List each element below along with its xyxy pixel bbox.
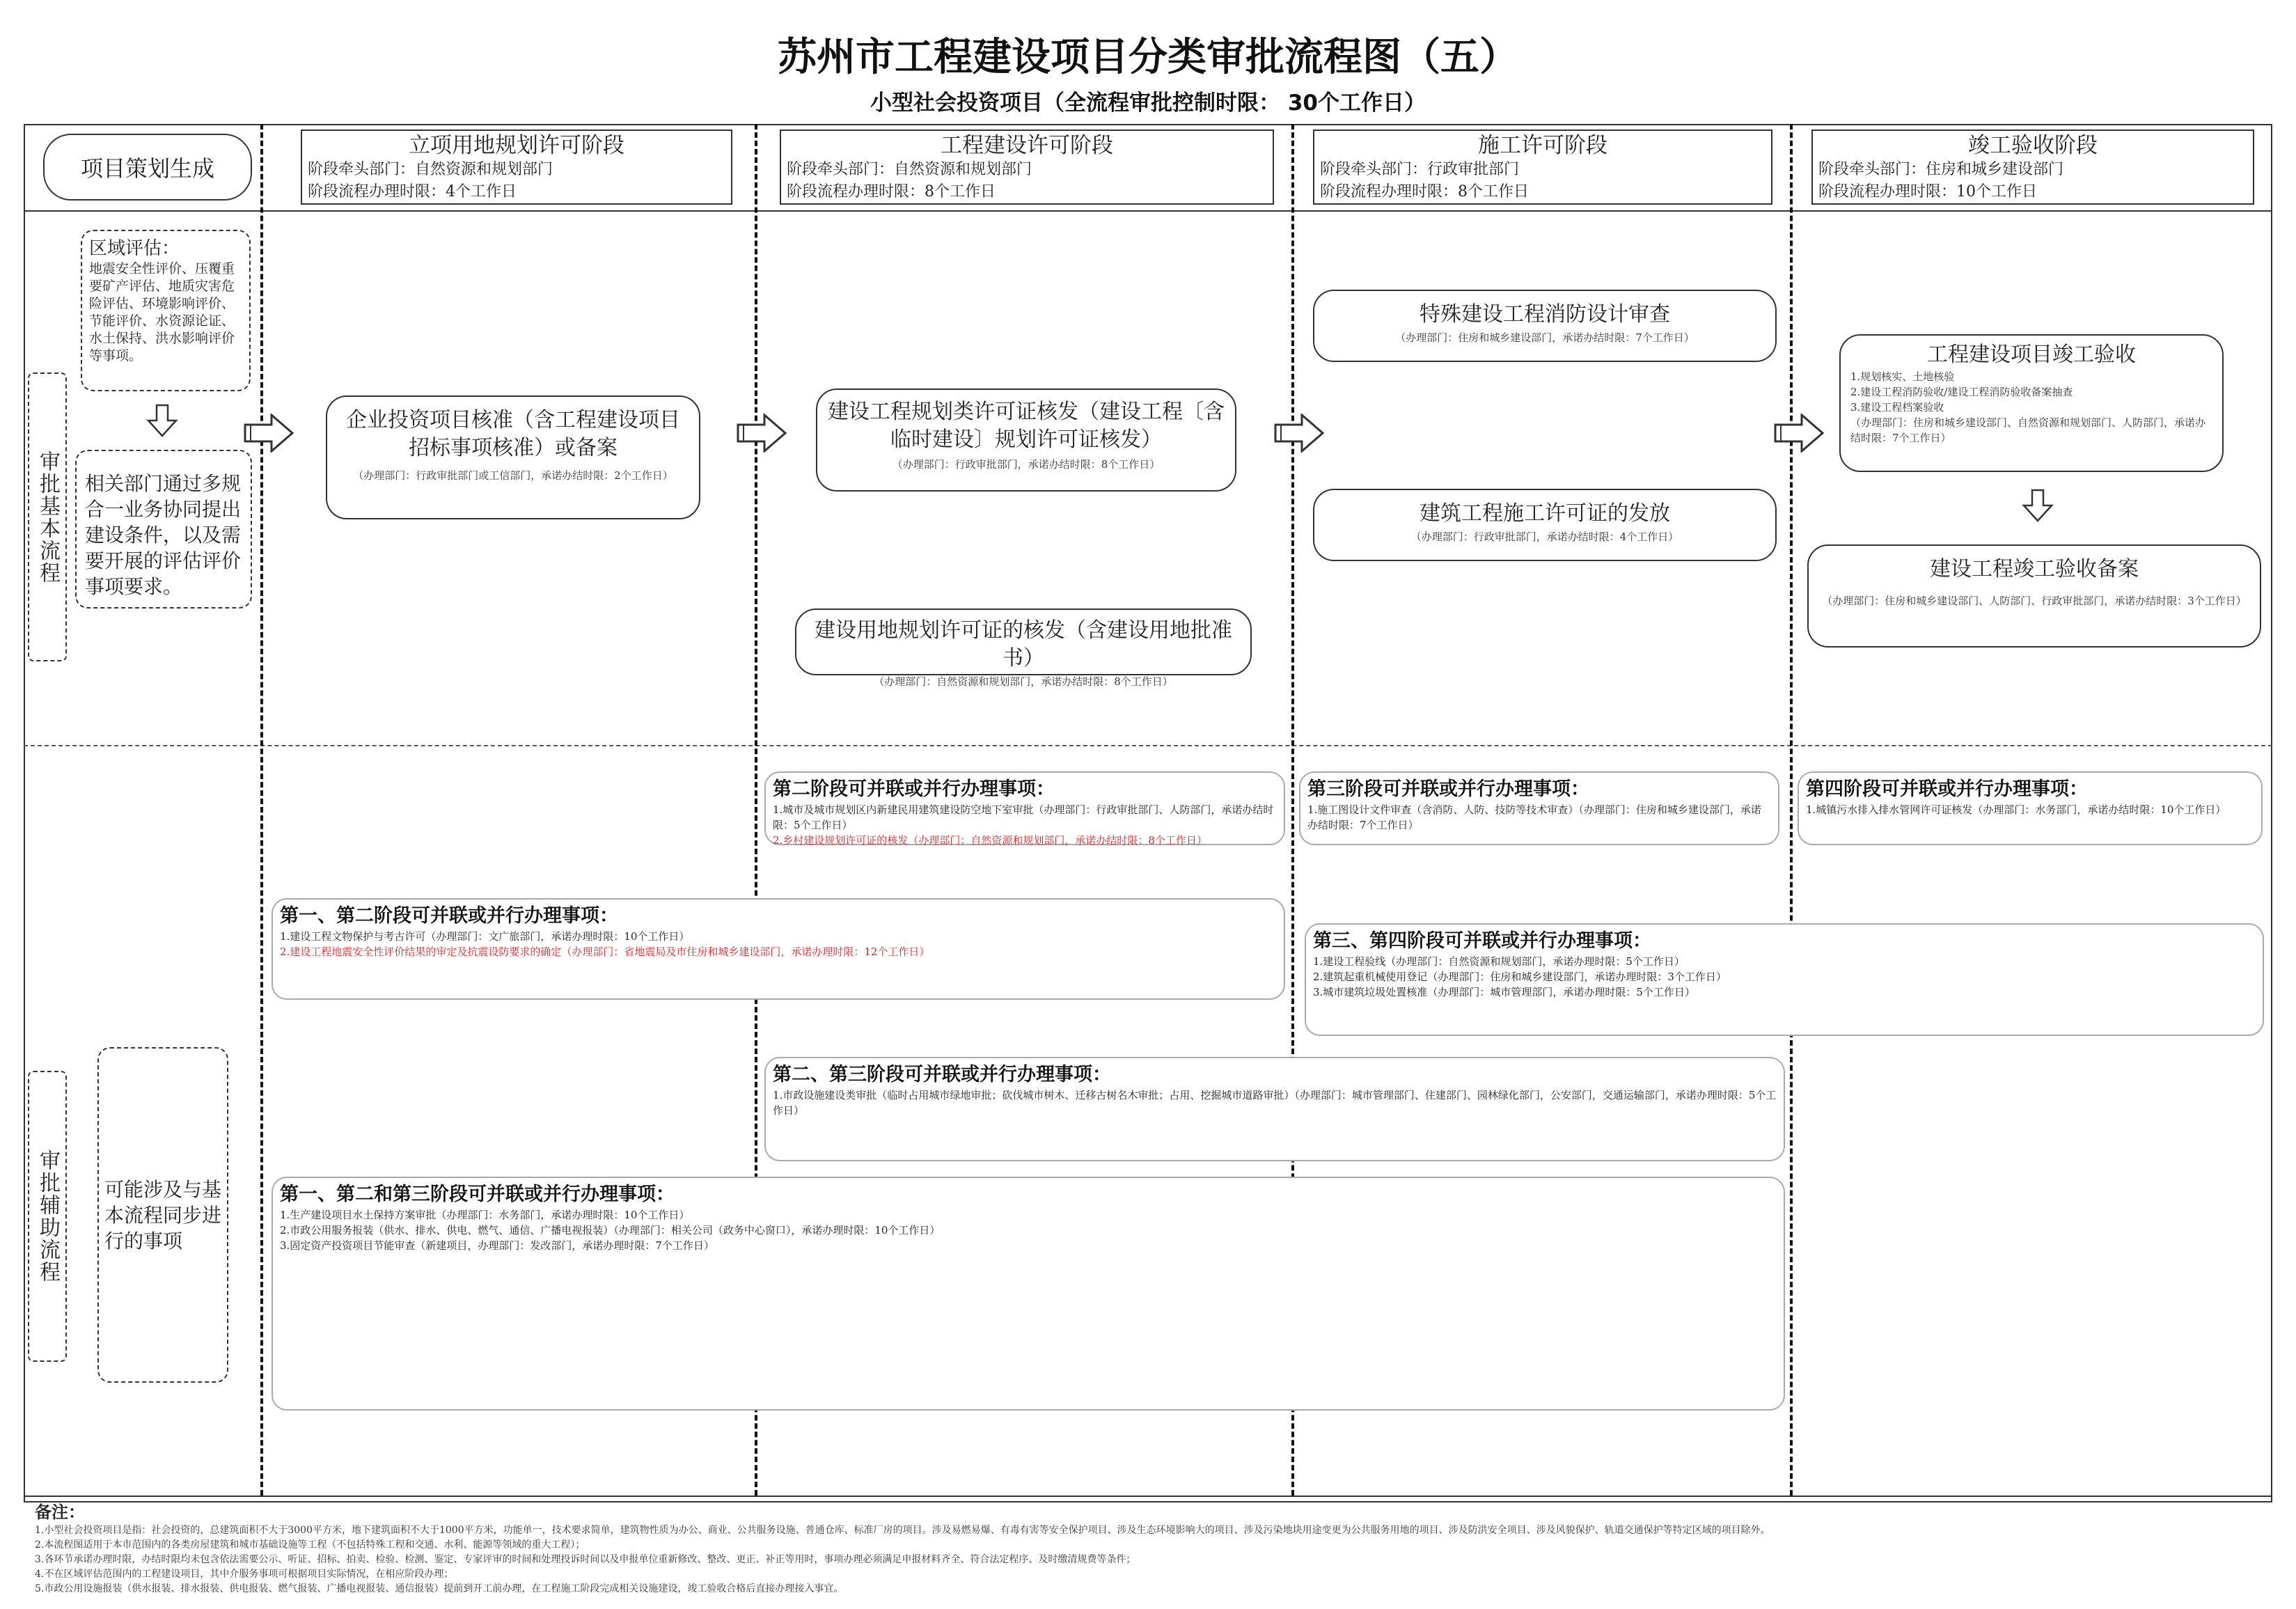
stage-header-4	[1811, 129, 2254, 205]
down-arrow-icon	[2022, 489, 2054, 524]
parallel-group-stage1-2-3	[272, 1177, 1785, 1411]
lane-label-aux: 审批辅助流程	[28, 1071, 67, 1362]
stage-header-3	[1313, 129, 1772, 205]
lane-label-basic: 审批基本流程	[28, 372, 67, 661]
group-item: 1.城市及城市规划区内新建民用建筑建设防空地下室审批（办理部门：行政审批部门、人防部门，承诺办结时限：5个工作日）	[773, 803, 1274, 831]
page-subtitle: 小型社会投资项目（全流程审批控制时限： 30个工作日）	[870, 91, 1426, 116]
group-title: 第二、第三阶段可并联或并行办理事项：	[773, 1064, 1111, 1085]
stage-time-limit: 阶段流程办理时限：8个工作日	[787, 183, 996, 201]
group-item: 2.建筑起重机械使用登记（办理部门：住房和城乡建设部门，承诺办理时限：3个工作日）	[1313, 971, 1727, 983]
parallel-group-stage2-3	[764, 1057, 1785, 1161]
box-note: （办理部门：住房和城乡建设部门，承诺办结时限：7个工作日）	[1395, 331, 1695, 344]
footer-item: 1.小型社会投资项目是指：社会投资的，总建筑面积不大于3000平方米，地下建筑面积不大于1000平方米，功能单一，技术要求简单，建筑物性质为办公、商业、公共服务设施、普通仓库、标准厂房的项目。涉及易燃易爆、有毒有害等安全保护项目、涉及生态环境影响大的项目、涉及污染地块用途变更为公共服务用地的项目、涉及防洪安全项目、涉及风貌保护、轨道交通保护等特定区域的项目除外。	[35, 1525, 1770, 1536]
box-title: 建筑工程施工许可证的发放	[1420, 501, 1670, 526]
page-title: 苏州市工程建设项目分类审批流程图（五）	[778, 35, 1518, 80]
project-approval-box	[326, 395, 700, 519]
regional-eval-title: 区域评估：	[89, 238, 180, 259]
group-title: 第二阶段可并联或并行办理事项：	[773, 778, 1055, 800]
group-item: 1.建设工程验线（办理部门：自然资源和规划部门，承诺办理时限：5个工作日）	[1313, 955, 1685, 968]
stage-title: 立项用地规划许可阶段	[409, 133, 624, 158]
parallel-group-stage1-2	[272, 898, 1285, 1000]
regional-eval-body: 地震安全性评价、压覆重要矿产评估、地质灾害危险评估、环境影响评价、节能评价、水资源论证、水土保持、洪水影响评价等事项。	[89, 261, 235, 363]
stage-time-limit: 阶段流程办理时限：10个工作日	[1818, 183, 2037, 201]
box-note: （办理部门：行政审批部门或工信部门，承诺办结时限：2个工作日）	[353, 469, 673, 482]
construction-permit-box	[1313, 489, 1777, 561]
fire-design-review-box	[1313, 290, 1777, 362]
stage-lead-dept: 阶段牵头部门：自然资源和规划部门	[308, 161, 553, 178]
box-title: 工程建设项目竣工验收	[1927, 343, 2136, 367]
box-note: （办理部门：行政审批部门，承诺办结时限：8个工作日）	[892, 458, 1161, 471]
stage-lead-dept: 阶段牵头部门：自然资源和规划部门	[787, 161, 1032, 178]
parallel-group-stage3	[1299, 771, 1779, 845]
footer-item: 5.市政公用设施报装（供水报装、排水报装、供电报装、燃气报装、广播电视报装、通信报装）提前到开工前办理，在工程施工阶段完成相关设施建设，竣工验收合格后直接办理接入事宜。	[35, 1583, 844, 1594]
parallel-group-stage3-4	[1305, 923, 2264, 1036]
group-item: 3.固定资产投资项目节能审查（新建项目，办理部门：发改部门，承诺办理时限：7个工作日）	[280, 1239, 714, 1252]
parallel-group-stage2	[764, 771, 1285, 845]
lane-divider	[24, 745, 2272, 746]
box-title: 企业投资项目核准（含工程建设项目招标事项核准）或备案	[346, 408, 680, 460]
group-item: 3.城市建筑垃圾处置核准（办理部门：城市管理部门，承诺办理时限：5个工作日）	[1313, 986, 1695, 998]
right-arrow-icon	[737, 414, 787, 453]
group-title: 第一、第二和第三阶段可并联或并行办理事项：	[280, 1184, 675, 1205]
box-title: 建设工程竣工验收备案	[1930, 557, 2139, 581]
footer-notes	[35, 1501, 2263, 1599]
box-item: 1.规划核实、土地核验	[1850, 370, 1955, 383]
group-title: 第三阶段可并联或并行办理事项：	[1307, 778, 1589, 800]
group-item: 1.市政设施建设类审批（临时占用城市绿地审批；砍伐城市树木、迁移古树名木审批；占用、挖掘城市道路审批）（办理部门：城市管理部门、住建部门、园林绿化部门，公安部门，交通运输部门，承诺办理时限：5个工作日）	[773, 1089, 1777, 1117]
footer-item: 2.本流程图适用于本市范围内的各类房屋建筑和城市基础设施等工程（不包括特殊工程和交通、水利、能源等领域的重大工程）；	[35, 1539, 585, 1551]
down-arrow-icon	[146, 404, 178, 439]
stage-time-limit: 阶段流程办理时限：4个工作日	[308, 183, 517, 201]
right-arrow-icon	[1774, 414, 1824, 453]
stage-lead-dept: 阶段牵头部门：住房和城乡建设部门	[1818, 161, 2064, 178]
project-planning-box: 项目策划生成	[43, 134, 252, 201]
box-item: 3.建设工程档案验收	[1850, 401, 1944, 414]
right-arrow-icon	[244, 414, 294, 453]
completion-acceptance-box	[1839, 334, 2224, 472]
footer-divider	[24, 1496, 2272, 1497]
group-item: 2.市政公用服务报装（供水、排水、供电、燃气、通信、广播电视报装）（办理部门：相关公司（政务中心窗口），承诺办理时限：10个工作日）	[280, 1224, 941, 1237]
box-item: 2.建设工程消防验收/建设工程消防验收备案抽查	[1850, 386, 2073, 398]
box-title: 建设工程规划类许可证核发（建设工程〔含临时建设〕规划许可证核发）	[828, 400, 1225, 452]
stage-divider-1	[260, 124, 263, 1496]
completion-filing-box	[1807, 544, 2261, 647]
stage-header-1	[301, 129, 732, 205]
planning-permit-box	[816, 388, 1236, 492]
right-arrow-icon	[1274, 414, 1324, 453]
group-title: 第四阶段可并联或并行办理事项：	[1806, 778, 2088, 800]
group-item: 1.生产建设项目水土保持方案审批（办理部门：水务部门，承诺办理时限：10个工作日）	[280, 1209, 690, 1221]
group-title: 第一、第二阶段可并联或并行办理事项：	[280, 905, 618, 927]
footer-item: 3.各环节承诺办理时限，办结时限均未包含依法需要公示、听证、招标、拍卖、检验、检测、鉴定、专家评审的时间和处理投诉时间以及申报单位重新修改、整改、更正、补正等用时，事项办理必须满足申报材料齐全、符合法定程序、及时缴清规费等条件；	[35, 1554, 1136, 1565]
group-item-red: 2.建设工程地震安全性评价结果的审定及抗震设防要求的确定（办理部门：省地震局及市住房和城乡建设部门，承诺办理时限：12个工作日）	[280, 945, 930, 958]
box-note: （办理部门：行政审批部门，承诺办结时限：4个工作日）	[1410, 531, 1679, 543]
regional-eval-box	[81, 230, 251, 391]
box-title: 建设用地规划许可证的核发（含建设用地批准书）	[815, 618, 1232, 670]
stage-title: 工程建设许可阶段	[941, 133, 1113, 158]
box-note: （办理部门：住房和城乡建设部门、自然资源和规划部门、人防部门，承诺办结时限：7个工作日）	[1850, 416, 2206, 444]
box-note: （办理部门：住房和城乡建设部门、人防部门、行政审批部门，承诺办结时限：3个工作日）	[1822, 595, 2247, 607]
parallel-group-stage4	[1798, 771, 2263, 845]
header-divider	[24, 210, 2272, 212]
department-conditions-box: 相关部门通过多规合一业务协同提出建设条件，以及需要开展的评估评价事项要求。	[75, 450, 252, 609]
group-item: 1.施工图设计文件审查（含消防、人防、技防等技术审查）（办理部门：住房和城乡建设部门，承诺办结时限：7个工作日）	[1307, 803, 1761, 831]
group-item: 1.城镇污水排入排水管网许可证核发（办理部门：水务部门，承诺办结时限：10个工作日）	[1806, 803, 2226, 816]
stage-lead-dept: 阶段牵头部门：行政审批部门	[1320, 161, 1520, 178]
box-note: （办理部门：自然资源和规划部门，承诺办结时限：8个工作日）	[874, 675, 1173, 688]
group-title: 第三、第四阶段可并联或并行办理事项：	[1313, 930, 1651, 952]
aux-sync-items-box: 可能涉及与基本流程同步进行的事项	[97, 1047, 228, 1383]
group-item: 1.建设工程文物保护与考古许可（办理部门：文广旅部门，承诺办理时限：10个工作日）	[280, 930, 690, 943]
stage-divider-4	[1790, 124, 1793, 1496]
footer-title: 备注：	[35, 1502, 85, 1522]
stage-title: 竣工验收阶段	[1968, 133, 2098, 158]
stage-header-2	[780, 129, 1274, 205]
stage-time-limit: 阶段流程办理时限：8个工作日	[1320, 183, 1529, 201]
footer-item: 4.不在区域评估范围内的工程建设项目，其中介服务事项可根据项目实际情况，在相应阶段办理；	[35, 1569, 454, 1580]
group-item-red: 2.乡村建设规划许可证的核发（办理部门：自然资源和规划部门，承诺办结时限：8个工作日）	[773, 834, 1207, 847]
box-title: 特殊建设工程消防设计审查	[1420, 302, 1670, 327]
stage-title: 施工许可阶段	[1478, 133, 1607, 158]
land-planning-permit-box	[795, 609, 1252, 688]
